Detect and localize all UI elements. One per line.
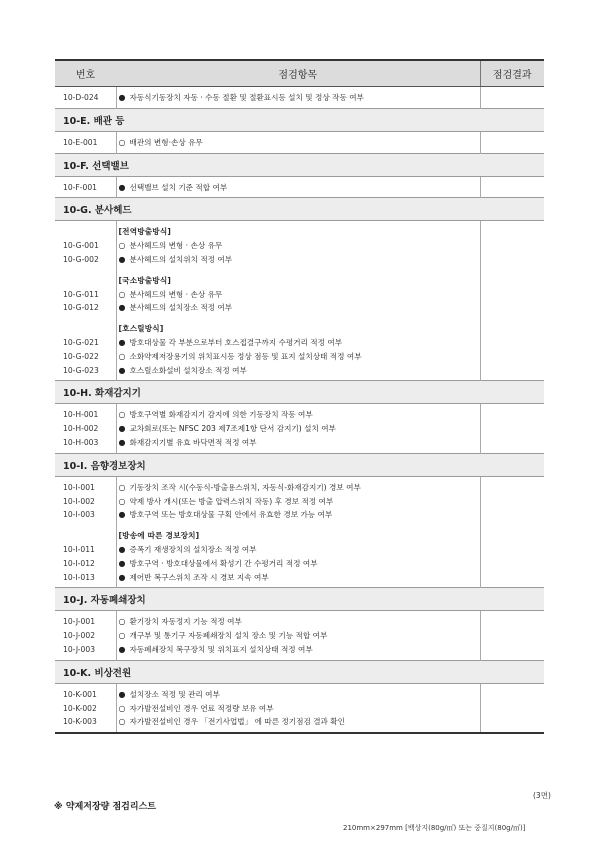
check-item (119, 288, 480, 302)
table-body (55, 87, 544, 734)
check-item (119, 364, 480, 378)
result-cell[interactable] (480, 404, 544, 453)
table-row (55, 176, 544, 198)
items-cell (116, 270, 480, 318)
check-item-text: 자가발전설비인 경우 연료 적정량 보유 여부 (129, 703, 274, 713)
open-circle-icon: ○ (118, 137, 126, 147)
item-code: 10-I-003 (63, 510, 95, 520)
item-code: 10-G-012 (63, 303, 99, 313)
section-title: 10-E. 배관 등 (55, 108, 544, 131)
filled-circle-icon: ● (118, 424, 126, 434)
filled-circle-icon: ● (118, 689, 126, 699)
result-cell[interactable] (480, 318, 544, 381)
filled-circle-icon: ● (118, 182, 126, 192)
check-item (119, 571, 480, 585)
check-item-text: 호스릴소화설비 설치장소 적정 여부 (129, 365, 247, 375)
filled-circle-icon: ● (118, 558, 126, 568)
page-number: (3면) (533, 791, 551, 800)
filled-circle-icon: ● (118, 437, 126, 447)
code-cell (55, 611, 116, 660)
item-code: 10-K-001 (63, 689, 97, 699)
item-code: 10-J-001 (63, 617, 96, 627)
check-item-text: [방송에 따른 경보장치] (118, 531, 200, 541)
open-circle-icon: ○ (118, 351, 126, 361)
check-item (119, 336, 480, 350)
check-item-text: 방호구역별 화재감지기 감지에 의한 기동장치 작동 여부 (129, 410, 313, 420)
footnote: ※ 약제저장량 점검리스트 (54, 802, 156, 812)
table-row (55, 525, 544, 588)
item-code (63, 529, 116, 543)
table-row (55, 221, 544, 270)
filled-circle-icon: ● (118, 254, 126, 264)
section-row (55, 198, 544, 221)
section-row (55, 108, 544, 131)
check-item (119, 239, 480, 253)
section-title: 10-K. 비상전원 (55, 660, 544, 683)
items-cell (116, 131, 480, 153)
check-item-text: 자동식기동장치 자동 · 수동 절환 및 절환표시등 설치 및 정상 작동 여부 (129, 93, 364, 102)
section-row (55, 381, 544, 404)
item-code: 10-J-002 (63, 631, 96, 641)
table-row (55, 87, 544, 109)
check-item (119, 495, 480, 509)
items-cell (116, 404, 480, 453)
section-title: 10-F. 선택밸브 (55, 153, 544, 176)
check-item (119, 702, 480, 716)
check-item-text: 화재감지기별 유효 바닥면적 적정 여부 (129, 437, 257, 447)
filled-circle-icon: ● (118, 572, 126, 582)
check-item-text: [국소방출방식] (118, 275, 172, 285)
code-cell (55, 131, 116, 153)
code-cell (55, 270, 116, 318)
code-cell (55, 476, 116, 525)
result-cell[interactable] (480, 87, 544, 109)
item-code: 10-K-003 (63, 717, 97, 727)
item-code: 10-G-001 (63, 241, 99, 251)
subheading (119, 322, 480, 336)
check-item-text: 약제 방사 개시(또는 방출 압력스위치 작동) 후 경보 적정 여부 (129, 496, 334, 506)
code-cell (55, 404, 116, 453)
check-item-text: 증폭기 재생장치의 설치장소 적정 여부 (129, 544, 257, 554)
item-code: 10-E-001 (63, 137, 98, 147)
item-code: 10-I-013 (63, 572, 95, 582)
item-code: 10-F-001 (63, 182, 98, 192)
subheading (119, 225, 480, 239)
check-item-text: 분사헤드의 변형 · 손상 유무 (129, 241, 223, 251)
check-item (119, 543, 480, 557)
items-cell (116, 476, 480, 525)
item-code: 10-I-002 (63, 496, 95, 506)
filled-circle-icon: ● (118, 337, 126, 347)
open-circle-icon: ○ (118, 617, 126, 627)
open-circle-icon: ○ (118, 410, 126, 420)
item-code (63, 322, 116, 336)
check-item (119, 136, 480, 150)
check-item-text: 자가발전설비인 경우 「전기사업법」 에 따른 정기점검 결과 확인 (129, 717, 345, 727)
check-item-text: 소화약제저장용기의 위치표시등 정상 점등 및 표지 설치상태 적정 여부 (129, 351, 362, 361)
check-item-text: 배관의 변형·손상 유무 (129, 137, 203, 147)
check-item (119, 436, 480, 450)
item-code: 10-D-024 (63, 93, 99, 102)
checklist-table (55, 59, 544, 734)
result-cell[interactable] (480, 270, 544, 318)
section-title: 10-I. 음향경보장치 (55, 453, 544, 476)
check-item (119, 629, 480, 643)
check-item-text: [호스릴방식] (118, 324, 164, 334)
subheading (119, 529, 480, 543)
check-item-text: 교차회로(또는 NFSC 203 제7조제1항 단서 감지기) 설치 여부 (129, 424, 336, 434)
items-cell (116, 87, 480, 109)
item-code (63, 274, 116, 288)
result-cell[interactable] (480, 176, 544, 198)
check-item (119, 422, 480, 436)
open-circle-icon: ○ (118, 289, 126, 299)
item-code: 10-H-003 (63, 437, 99, 447)
check-item-text: 자동폐쇄장치 복구장치 및 위치표지 설치상태 적정 여부 (129, 644, 313, 654)
check-item (119, 91, 480, 105)
result-cell[interactable] (480, 525, 544, 588)
open-circle-icon: ○ (118, 482, 126, 492)
result-cell[interactable] (480, 476, 544, 525)
check-item (119, 481, 480, 495)
table-header (55, 60, 544, 87)
items-cell (116, 683, 480, 733)
header-result: 점검결과 (480, 60, 544, 87)
check-item-text: 선택밸브 설치 기준 적합 여부 (129, 182, 228, 192)
checklist-sheet (55, 59, 544, 734)
table-row (55, 683, 544, 733)
open-circle-icon: ○ (118, 496, 126, 506)
item-code: 10-J-003 (63, 644, 96, 654)
section-row (55, 453, 544, 476)
check-item-text: 설치장소 적정 및 관리 여부 (129, 689, 220, 699)
check-item-text: 제어반 복구스위치 조작 시 경보 지속 여부 (129, 572, 269, 582)
open-circle-icon: ○ (118, 717, 126, 727)
code-cell (55, 683, 116, 733)
items-cell (116, 318, 480, 381)
item-code: 10-K-002 (63, 703, 97, 713)
section-title: 10-H. 화재감지기 (55, 381, 544, 404)
section-row (55, 153, 544, 176)
item-code: 10-G-023 (63, 365, 99, 375)
check-item-text: 방호구역 또는 방호대상물 구획 안에서 유효한 경보 가능 여부 (129, 510, 333, 520)
items-cell (116, 525, 480, 588)
check-item (119, 301, 480, 315)
section-row (55, 660, 544, 683)
item-code: 10-I-001 (63, 482, 95, 492)
check-item-text: 환기장치 자동정지 기능 적정 여부 (129, 617, 242, 627)
table-row (55, 476, 544, 525)
check-item (119, 408, 480, 422)
check-item (119, 615, 480, 629)
result-cell[interactable] (480, 221, 544, 270)
check-item-text: 기동장치 조작 시(수동식-방출용스위치, 자동식-화재감지기) 경보 여부 (129, 482, 361, 492)
section-title: 10-G. 분사헤드 (55, 198, 544, 221)
open-circle-icon: ○ (118, 241, 126, 251)
check-item (119, 643, 480, 657)
filled-circle-icon: ● (118, 510, 126, 520)
code-cell (55, 176, 116, 198)
table-row (55, 270, 544, 318)
check-item-text: 분사헤드의 변형 · 손상 유무 (129, 289, 223, 299)
code-cell (55, 221, 116, 270)
header-item: 점검항목 (116, 60, 480, 87)
check-item (119, 688, 480, 702)
check-item-text: 분사헤드의 설치장소 적정 여부 (129, 303, 233, 313)
open-circle-icon: ○ (118, 631, 126, 641)
item-code: 10-G-011 (63, 289, 99, 299)
items-cell (116, 176, 480, 198)
check-item-text: 개구부 및 통기구 자동폐쇄장치 설치 장소 및 기능 적합 여부 (129, 631, 328, 641)
check-item (119, 557, 480, 571)
open-circle-icon: ○ (118, 703, 126, 713)
filled-circle-icon: ● (118, 365, 126, 375)
section-row (55, 588, 544, 611)
item-code: 10-G-021 (63, 337, 99, 347)
result-cell[interactable] (480, 683, 544, 733)
check-item (119, 350, 480, 364)
result-cell[interactable] (480, 131, 544, 153)
items-cell (116, 221, 480, 270)
filled-circle-icon: ● (118, 544, 126, 554)
subheading (119, 274, 480, 288)
check-item-text: 분사헤드의 설치위치 적정 여부 (129, 254, 233, 264)
item-code: 10-I-012 (63, 558, 95, 568)
item-code: 10-H-002 (63, 424, 99, 434)
item-code: 10-G-002 (63, 254, 99, 264)
table-row (55, 131, 544, 153)
result-cell[interactable] (480, 611, 544, 660)
filled-circle-icon: ● (118, 303, 126, 313)
code-cell (55, 525, 116, 588)
code-cell (55, 318, 116, 381)
filled-circle-icon: ● (118, 644, 126, 654)
filled-circle-icon: ● (118, 93, 126, 102)
check-item-text: 방호대상물 각 부분으로부터 호스접결구까지 수평거리 적정 여부 (129, 337, 343, 347)
check-item (119, 715, 480, 729)
header-no: 번호 (55, 60, 116, 87)
items-cell (116, 611, 480, 660)
table-row (55, 404, 544, 453)
check-item (119, 508, 480, 522)
code-cell (55, 87, 116, 109)
section-title: 10-J. 자동폐쇄장치 (55, 588, 544, 611)
check-item-text: [전역방출방식] (118, 227, 172, 237)
table-row (55, 318, 544, 381)
check-item (119, 253, 480, 267)
item-code: 10-H-001 (63, 410, 99, 420)
table-row (55, 611, 544, 660)
check-item-text: 방호구역 · 방호대상물에서 확성기 간 수평거리 적정 여부 (129, 558, 318, 568)
item-code: 10-I-011 (63, 544, 95, 554)
paper-spec: 210mm×297mm [백상지(80g/㎡) 또는 중질지(80g/㎡)] (343, 824, 526, 832)
item-code (63, 225, 116, 239)
check-item (119, 181, 480, 195)
item-code: 10-G-022 (63, 351, 99, 361)
